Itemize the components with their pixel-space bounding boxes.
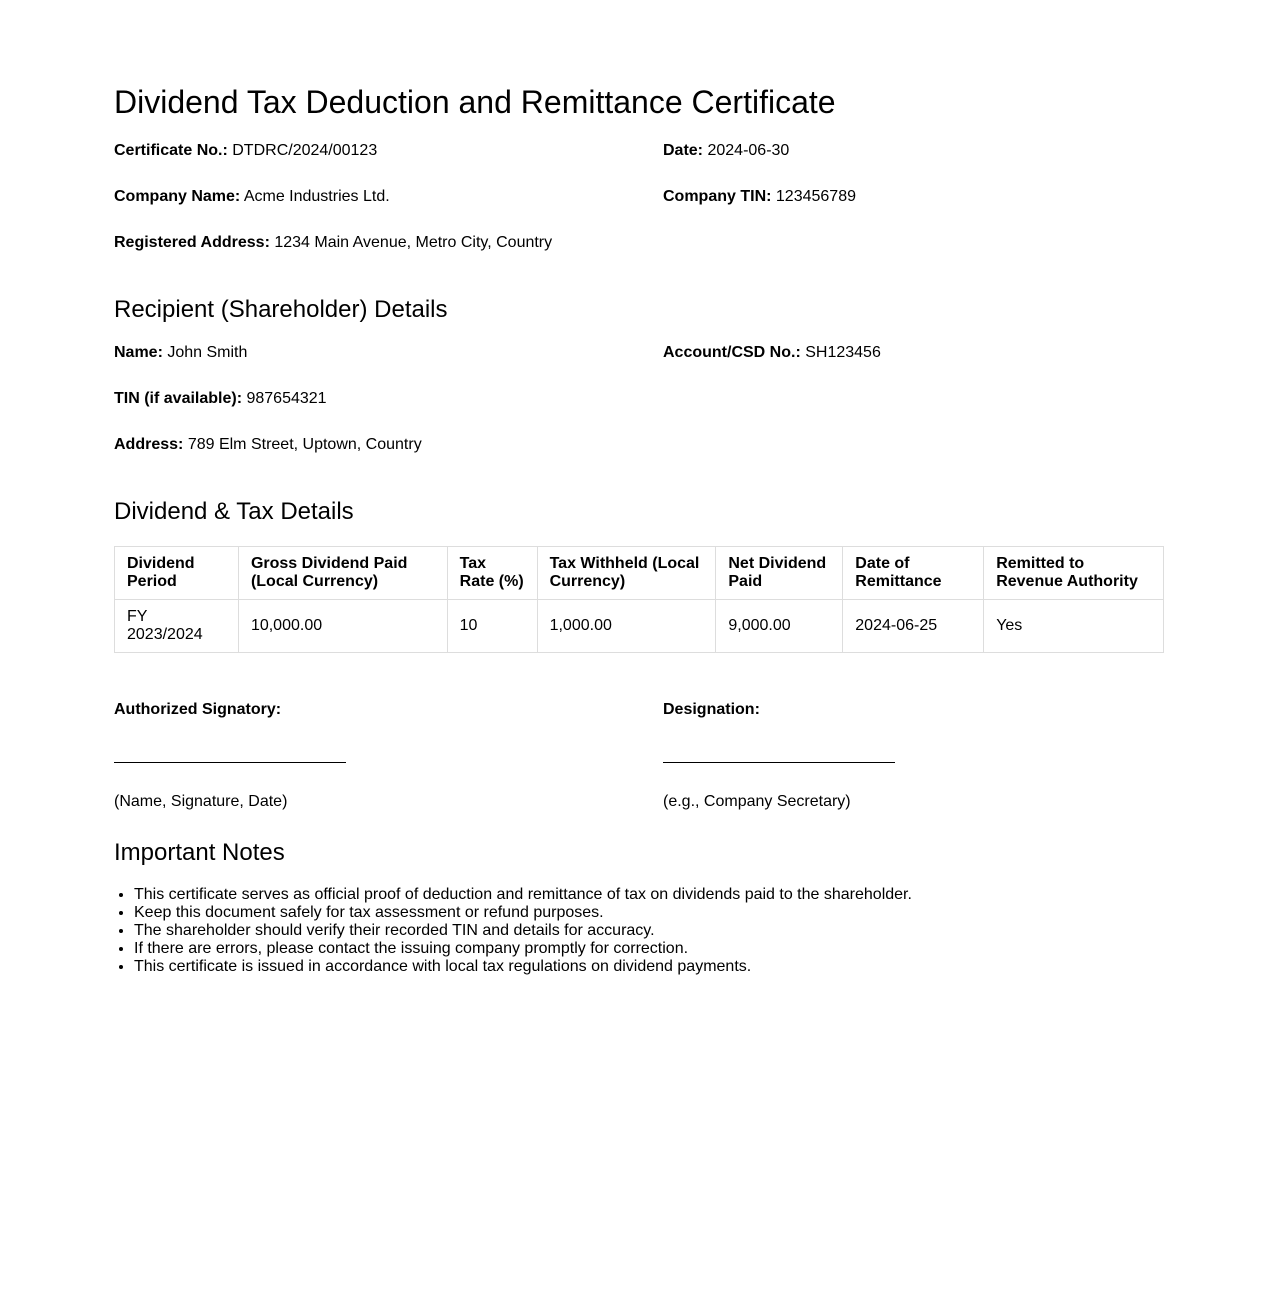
certificate-date-field <box>663 141 789 161</box>
certificate-date-value: 2024-06-30 <box>707 142 790 159</box>
recipient-heading: Recipient (Shareholder) Details <box>114 296 448 323</box>
table-cell: Yes <box>984 600 1164 653</box>
company-tin-value: 123456789 <box>775 188 856 205</box>
registered-address-value: 1234 Main Avenue, Metro City, Country <box>274 234 553 251</box>
recipient-address-field <box>114 435 422 455</box>
list-item: • If there are errors, please contact the issuing company promptly for correction. <box>134 940 912 958</box>
column-header: Remitted to Revenue Authority <box>984 547 1164 600</box>
company-tin-field <box>663 187 856 207</box>
table-row <box>115 600 1164 653</box>
certificate-number-field <box>114 141 377 161</box>
recipient-tin-value: 987654321 <box>246 390 327 407</box>
authorized-signatory-caption: (Name, Signature, Date) <box>114 793 288 810</box>
column-header: Net Dividend Paid <box>716 547 843 600</box>
recipient-address-value: 789 Elm Street, Uptown, Country <box>187 436 422 453</box>
column-header: Gross Dividend Paid (Local Currency) <box>238 547 447 600</box>
certificate-number-label: Certificate No.: <box>114 142 228 159</box>
company-name-field <box>114 187 390 207</box>
dividend-heading: Dividend & Tax Details <box>114 498 354 525</box>
dividend-table <box>114 546 1164 653</box>
certificate-number-value: DTDRC/2024/00123 <box>232 142 378 159</box>
list-item: • The shareholder should verify their recorded TIN and details for accuracy. <box>134 922 912 940</box>
recipient-name-value: John Smith <box>167 344 248 361</box>
list-item: • This certificate serves as official proof of deduction and remittance of tax on dividends paid to the shareholder. <box>134 886 912 904</box>
table-cell: 9,000.00 <box>716 600 843 653</box>
authorized-signatory-label: Authorized Signatory: <box>114 701 282 718</box>
company-tin-label: Company TIN: <box>663 188 772 205</box>
recipient-name-field <box>114 343 247 363</box>
authorized-signature-line <box>114 762 346 763</box>
registered-address-label: Registered Address: <box>114 234 270 251</box>
column-header: Tax Rate (%) <box>447 547 537 600</box>
recipient-account-field <box>663 343 881 363</box>
column-header: Date of Remittance <box>843 547 984 600</box>
list-item: • Keep this document safely for tax assessment or refund purposes. <box>134 904 912 922</box>
recipient-account-value: SH123456 <box>805 344 881 361</box>
table-cell: 1,000.00 <box>537 600 716 653</box>
table-cell: 2024-06-25 <box>843 600 984 653</box>
page-title: Dividend Tax Deduction and Remittance Certificate <box>114 84 836 120</box>
designation-line <box>663 762 895 763</box>
recipient-tin-field <box>114 389 327 409</box>
certificate-date-label: Date: <box>663 142 704 159</box>
table-cell: 10 <box>447 600 537 653</box>
column-header: Dividend Period <box>115 547 239 600</box>
designation-label: Designation: <box>663 701 760 718</box>
notes-heading: Important Notes <box>114 839 285 866</box>
table-header-row <box>115 547 1164 600</box>
registered-address-field <box>114 233 552 253</box>
recipient-address-label: Address: <box>114 436 184 453</box>
notes-list <box>114 886 912 976</box>
table-cell: FY 2023/2024 <box>115 600 239 653</box>
designation-caption: (e.g., Company Secretary) <box>663 793 851 810</box>
recipient-name-label: Name: <box>114 344 163 361</box>
recipient-tin-label: TIN (if available): <box>114 390 243 407</box>
company-name-value: Acme Industries Ltd. <box>243 188 390 205</box>
company-name-label: Company Name: <box>114 188 241 205</box>
column-header: Tax Withheld (Local Currency) <box>537 547 716 600</box>
list-item: • This certificate is issued in accordance with local tax regulations on dividend payments. <box>134 958 912 976</box>
recipient-account-label: Account/CSD No.: <box>663 344 801 361</box>
table-cell: 10,000.00 <box>238 600 447 653</box>
